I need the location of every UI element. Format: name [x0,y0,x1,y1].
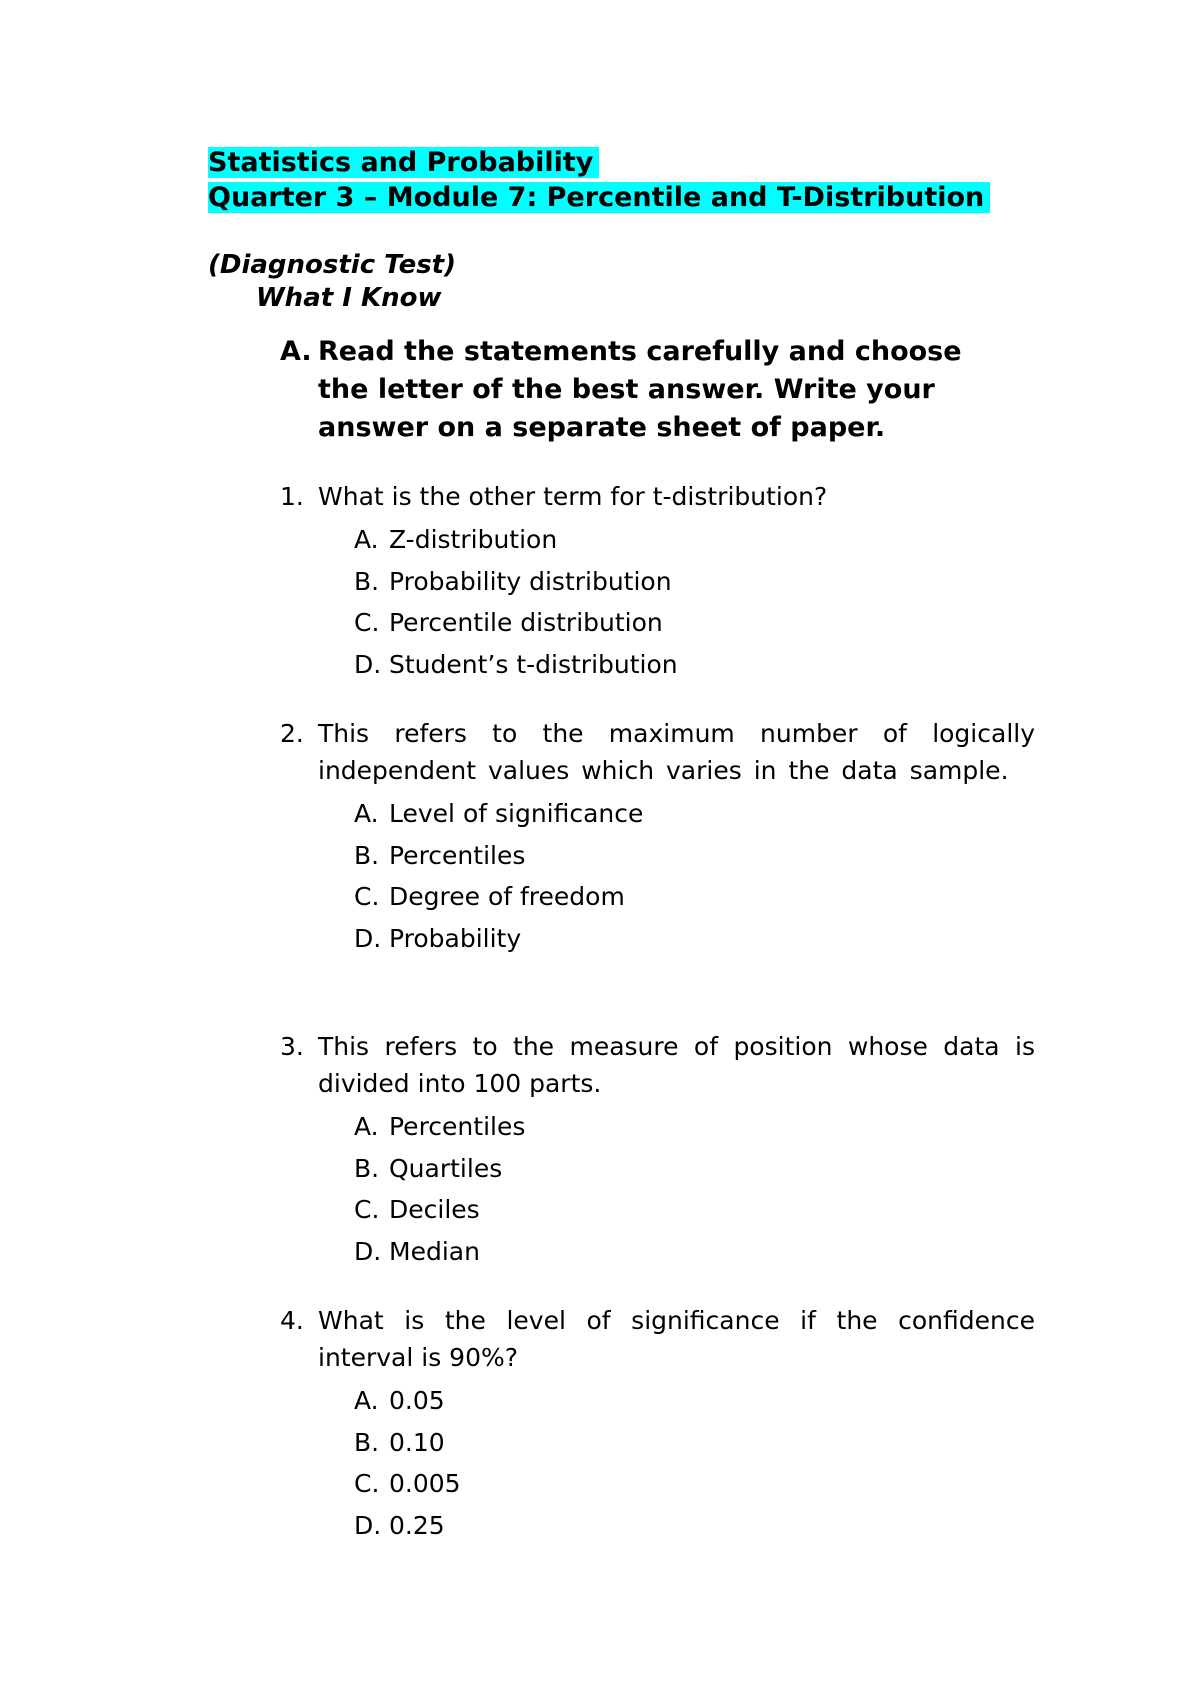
options-list [280,519,1035,685]
option-item [354,1380,1035,1422]
option-text: Percentiles [389,1112,526,1141]
option-letter: B. [354,840,380,870]
option-text: Probability [389,923,522,953]
option-text: Z-distribution [389,525,558,554]
question-item [280,1302,1035,1546]
module-title-text: Quarter 3 – Module 7: Percentile and T-Distribution [208,182,990,213]
option-letter: A. [354,525,379,554]
question-number: 2. [280,719,304,748]
instruction-text: Read the statements carefully and choose the letter of the best answer. Write your answer on a separate sheet of paper. [318,336,962,443]
question-item [280,1028,1035,1272]
question-item [280,478,1035,685]
question-stem: What is the level of significance if the confidence interval is 90%? [318,1306,1035,1372]
option-text: 0.05 [389,1386,445,1415]
option-letter: D. [354,649,382,679]
option-item [354,1231,1035,1273]
subject-title-text: Statistics and Probability [208,147,599,178]
option-text: 0.005 [389,1469,461,1498]
option-item [354,876,1035,918]
subject-title [208,146,599,180]
option-text: Student’s t-distribution [389,649,678,679]
option-item [354,1148,1035,1190]
option-item [354,793,1035,835]
option-text: 0.25 [389,1510,445,1540]
option-item [354,1463,1035,1505]
option-text: Degree of freedom [389,882,625,911]
option-letter: B. [354,566,380,596]
option-text: 0.10 [389,1427,445,1457]
option-letter: C. [354,1195,380,1224]
question-item [280,715,1035,959]
question-stem: What is the other term for t-distribution? [318,482,828,511]
option-item [354,918,1035,960]
test-type-label: (Diagnostic Test) [208,250,456,280]
question-stem: This refers to the maximum number of logically independent values which varies in the data sample. [318,719,1035,785]
question-number: 4. [280,1306,304,1335]
section-heading: What I Know [256,283,442,313]
instruction-block [280,333,1020,447]
option-text: Level of significance [389,799,644,828]
option-letter: C. [354,882,380,911]
option-letter: C. [354,1469,380,1498]
option-item [354,519,1035,561]
option-item [354,602,1035,644]
option-letter: A. [354,1386,379,1415]
option-letter: D. [354,1236,382,1266]
option-letter: A. [354,1112,379,1141]
question-stem: This refers to the measure of position whose data is divided into 100 parts. [318,1032,1035,1098]
module-title [208,181,990,215]
option-item [354,1106,1035,1148]
options-list [280,1380,1035,1546]
option-letter: A. [354,799,379,828]
instruction-marker: A. [280,336,312,367]
option-text: Percentile distribution [389,608,663,637]
option-item [354,1189,1035,1231]
option-text: Quartiles [389,1153,503,1183]
option-letter: B. [354,1427,380,1457]
option-letter: D. [354,923,382,953]
question-number: 1. [280,482,304,511]
option-letter: C. [354,608,380,637]
option-item [354,835,1035,877]
option-letter: D. [354,1510,382,1540]
option-letter: B. [354,1153,380,1183]
option-item [354,644,1035,686]
option-text: Percentiles [389,840,526,870]
option-text: Probability distribution [389,566,672,596]
options-list [280,1106,1035,1272]
option-text: Deciles [389,1195,480,1224]
option-item [354,1422,1035,1464]
options-list [280,793,1035,959]
option-item [354,1505,1035,1547]
option-text: Median [389,1236,480,1266]
option-item [354,561,1035,603]
question-number: 3. [280,1032,304,1061]
